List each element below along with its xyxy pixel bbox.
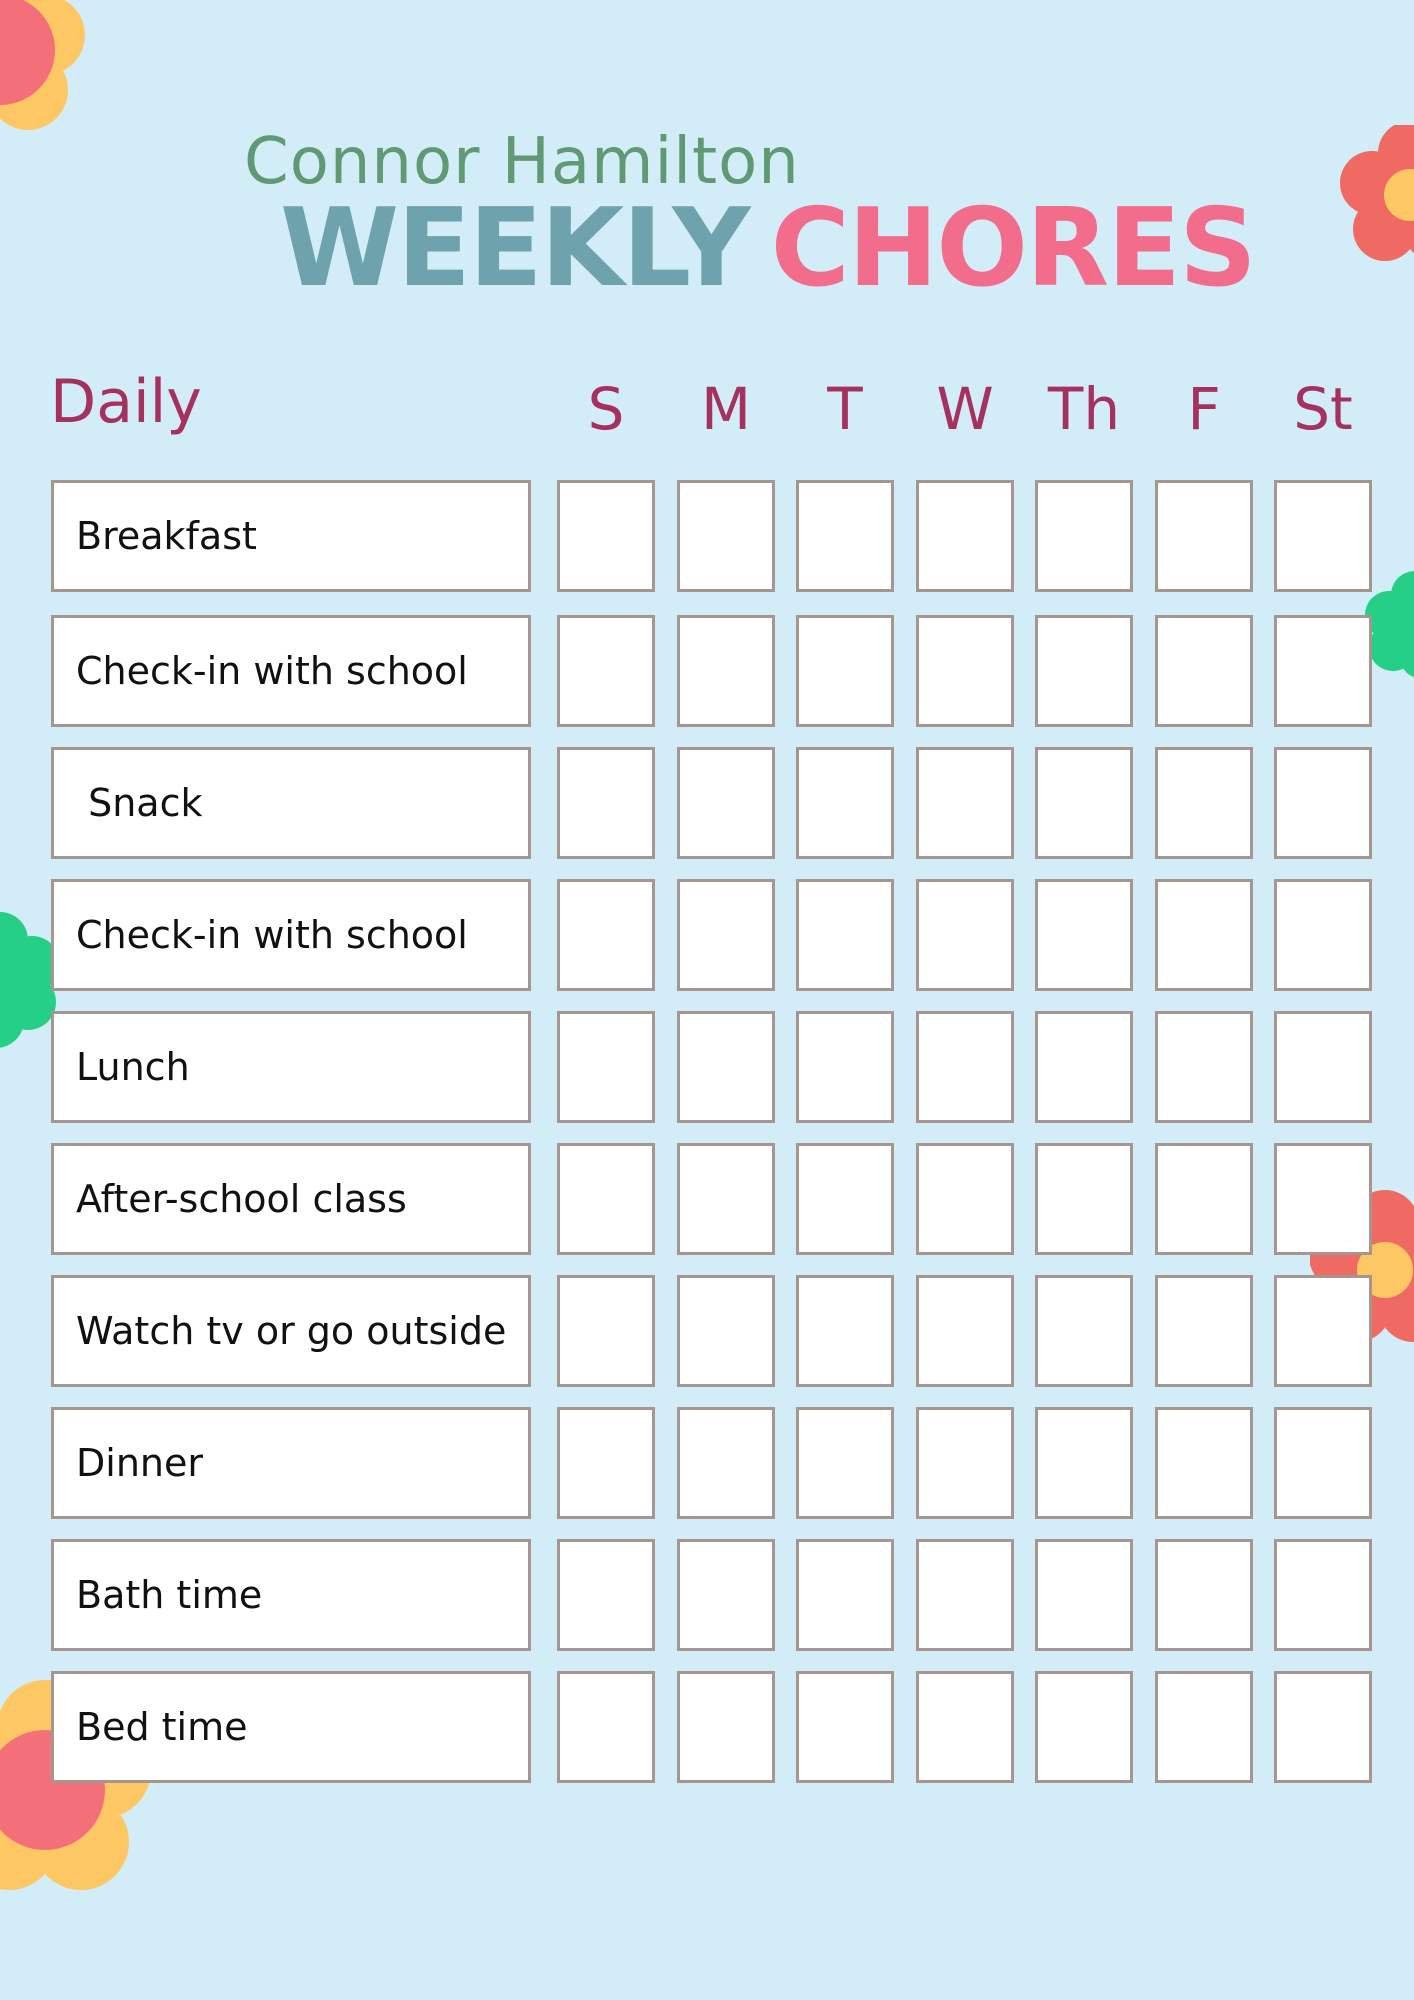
daily-column-header: Daily [50, 367, 202, 437]
checkbox-cell[interactable] [1274, 1275, 1372, 1387]
checkbox-cell[interactable] [796, 747, 894, 859]
checkbox-cell[interactable] [557, 615, 655, 727]
title-chores: CHORES [770, 186, 1255, 311]
table-row [0, 1671, 1414, 1783]
flower-icon-top-right [1340, 125, 1414, 275]
day-header: S [587, 375, 625, 443]
task-label: Dinner [51, 1407, 531, 1519]
checkbox-cell[interactable] [1274, 615, 1372, 727]
checkbox-cell[interactable] [1155, 1407, 1253, 1519]
checkbox-cell[interactable] [916, 1011, 1014, 1123]
checkbox-cell[interactable] [1035, 1275, 1133, 1387]
checkbox-cell[interactable] [1035, 1011, 1133, 1123]
checkbox-cell[interactable] [677, 747, 775, 859]
checkbox-cell[interactable] [1035, 1143, 1133, 1255]
checkbox-cell[interactable] [1155, 615, 1253, 727]
table-row [0, 1143, 1414, 1255]
checkbox-cell[interactable] [1035, 615, 1133, 727]
checkbox-cell[interactable] [1035, 1407, 1133, 1519]
table-row [0, 879, 1414, 991]
title-weekly: WEEKLY [280, 186, 749, 311]
checkbox-cell[interactable] [1274, 747, 1372, 859]
day-header: M [700, 375, 752, 443]
day-header: Th [1047, 375, 1121, 443]
day-header: W [936, 375, 994, 443]
checkbox-cell[interactable] [1274, 1143, 1372, 1255]
task-label: Breakfast [51, 480, 531, 592]
table-row [0, 1539, 1414, 1651]
checkbox-cell[interactable] [796, 615, 894, 727]
day-header: T [827, 375, 863, 443]
checkbox-cell[interactable] [1035, 1539, 1133, 1651]
checkbox-cell[interactable] [1155, 879, 1253, 991]
checkbox-cell[interactable] [677, 615, 775, 727]
checkbox-cell[interactable] [1274, 1671, 1372, 1783]
checkbox-cell[interactable] [796, 1539, 894, 1651]
checkbox-cell[interactable] [796, 1275, 894, 1387]
day-header: St [1293, 375, 1353, 443]
checkbox-cell[interactable] [557, 1143, 655, 1255]
task-label: Snack [51, 747, 531, 859]
checkbox-cell[interactable] [916, 747, 1014, 859]
checkbox-cell[interactable] [1274, 1407, 1372, 1519]
checkbox-cell[interactable] [1274, 879, 1372, 991]
checkbox-cell[interactable] [1035, 879, 1133, 991]
table-row [0, 1275, 1414, 1387]
checkbox-cell[interactable] [916, 480, 1014, 592]
day-header: F [1187, 375, 1221, 443]
checkbox-cell[interactable] [557, 1011, 655, 1123]
table-row [0, 747, 1414, 859]
checkbox-cell[interactable] [796, 1143, 894, 1255]
task-label: Bath time [51, 1539, 531, 1651]
checkbox-cell[interactable] [677, 1011, 775, 1123]
checkbox-cell[interactable] [796, 879, 894, 991]
checkbox-cell[interactable] [1274, 1539, 1372, 1651]
table-row [0, 615, 1414, 727]
checkbox-cell[interactable] [677, 1407, 775, 1519]
checkbox-cell[interactable] [916, 1671, 1014, 1783]
checkbox-cell[interactable] [1155, 1275, 1253, 1387]
table-row [0, 1407, 1414, 1519]
checkbox-cell[interactable] [677, 879, 775, 991]
checkbox-cell[interactable] [916, 879, 1014, 991]
checkbox-cell[interactable] [557, 1671, 655, 1783]
task-label: Check-in with school [51, 879, 531, 991]
checkbox-cell[interactable] [796, 1407, 894, 1519]
flower-icon-top-left [0, 0, 100, 170]
checkbox-cell[interactable] [916, 1539, 1014, 1651]
checkbox-cell[interactable] [677, 1143, 775, 1255]
checkbox-cell[interactable] [1155, 1011, 1253, 1123]
checkbox-cell[interactable] [916, 1407, 1014, 1519]
checkbox-cell[interactable] [557, 1407, 655, 1519]
checkbox-cell[interactable] [677, 1671, 775, 1783]
table-row [0, 480, 1414, 592]
checkbox-cell[interactable] [916, 1275, 1014, 1387]
checkbox-cell[interactable] [1035, 747, 1133, 859]
owner-name: Connor Hamilton [244, 125, 800, 199]
task-label: Watch tv or go outside [51, 1275, 531, 1387]
checkbox-cell[interactable] [1155, 1143, 1253, 1255]
checkbox-cell[interactable] [557, 1539, 655, 1651]
checkbox-cell[interactable] [557, 480, 655, 592]
checkbox-cell[interactable] [1155, 480, 1253, 592]
page-title [280, 186, 1255, 311]
checkbox-cell[interactable] [1155, 1539, 1253, 1651]
checkbox-cell[interactable] [557, 1275, 655, 1387]
checkbox-cell[interactable] [1035, 1671, 1133, 1783]
checkbox-cell[interactable] [557, 879, 655, 991]
checkbox-cell[interactable] [796, 1671, 894, 1783]
checkbox-cell[interactable] [677, 1275, 775, 1387]
task-label: After-school class [51, 1143, 531, 1255]
checkbox-cell[interactable] [916, 615, 1014, 727]
checkbox-cell[interactable] [1274, 480, 1372, 592]
checkbox-cell[interactable] [557, 747, 655, 859]
checkbox-cell[interactable] [677, 1539, 775, 1651]
checkbox-cell[interactable] [796, 1011, 894, 1123]
task-label: Lunch [51, 1011, 531, 1123]
checkbox-cell[interactable] [1155, 1671, 1253, 1783]
table-row [0, 1011, 1414, 1123]
checkbox-cell[interactable] [677, 480, 775, 592]
checkbox-cell[interactable] [1155, 747, 1253, 859]
task-label: Check-in with school [51, 615, 531, 727]
checkbox-cell[interactable] [916, 1143, 1014, 1255]
checkbox-cell[interactable] [1035, 480, 1133, 592]
checkbox-cell[interactable] [796, 480, 894, 592]
checkbox-cell[interactable] [1274, 1011, 1372, 1123]
task-label: Bed time [51, 1671, 531, 1783]
